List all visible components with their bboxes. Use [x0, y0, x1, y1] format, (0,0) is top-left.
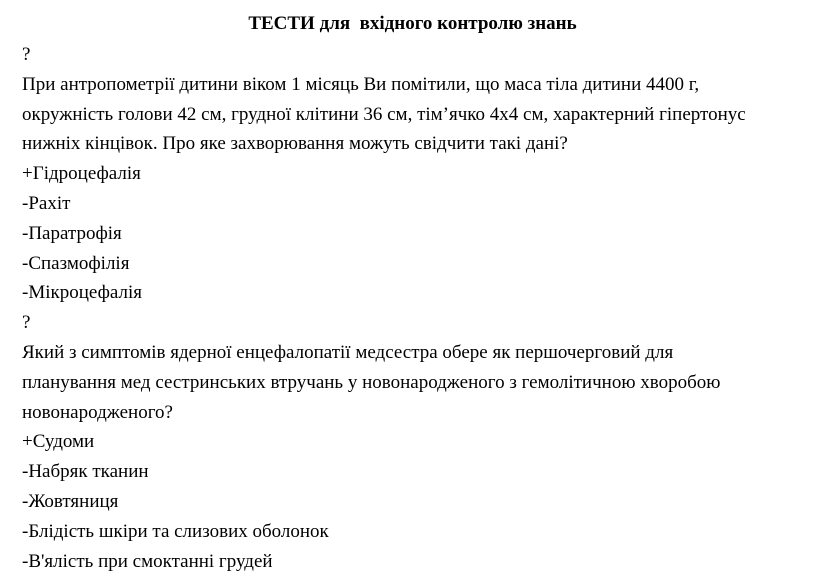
answer-option: -Набряк тканин — [22, 461, 149, 483]
question-block-1 — [22, 40, 812, 308]
document-body — [22, 40, 812, 576]
question-text-line: нижніх кінцівок. Про яке захворювання можуть свідчити такі дані? — [22, 133, 568, 155]
question-text-line: При антропометрії дитини віком 1 місяць Ви помітили, що маса тіла дитини 4400 г, — [22, 73, 700, 95]
question-text-line: планування мед сестринських втручань у новонародженого з гемолітичною хворобою — [22, 371, 721, 393]
answer-option: -Спазмофілія — [22, 252, 130, 274]
answer-option-correct: +Судоми — [22, 431, 95, 453]
answer-option: -Жовтяниця — [22, 490, 119, 512]
question-text-line: Який з симптомів ядерної енцефалопатії медсестра обере як першочерговий для — [22, 341, 674, 363]
answer-option-correct: +Гідроцефалія — [22, 163, 141, 185]
document-title: ТЕСТИ для вхідного контролю знань — [248, 13, 577, 34]
answer-option: -Паратрофія — [22, 222, 122, 244]
question-text-line: новонародженого? — [22, 401, 173, 423]
answer-option: -Рахіт — [22, 192, 71, 214]
answer-option: -В'ялість при смоктанні грудей — [22, 550, 273, 572]
question-marker: ? — [22, 312, 31, 334]
question-marker: ? — [22, 44, 31, 65]
question-text-line: окружність голови 42 см, грудної клітини 36 см, тім’ячко 4х4 см, характерний гіпертонус — [22, 103, 746, 125]
answer-option: -Мікроцефалія — [22, 282, 142, 304]
question-block-2 — [22, 308, 812, 576]
answer-option: -Блідість шкіри та слизових оболонок — [22, 520, 329, 542]
